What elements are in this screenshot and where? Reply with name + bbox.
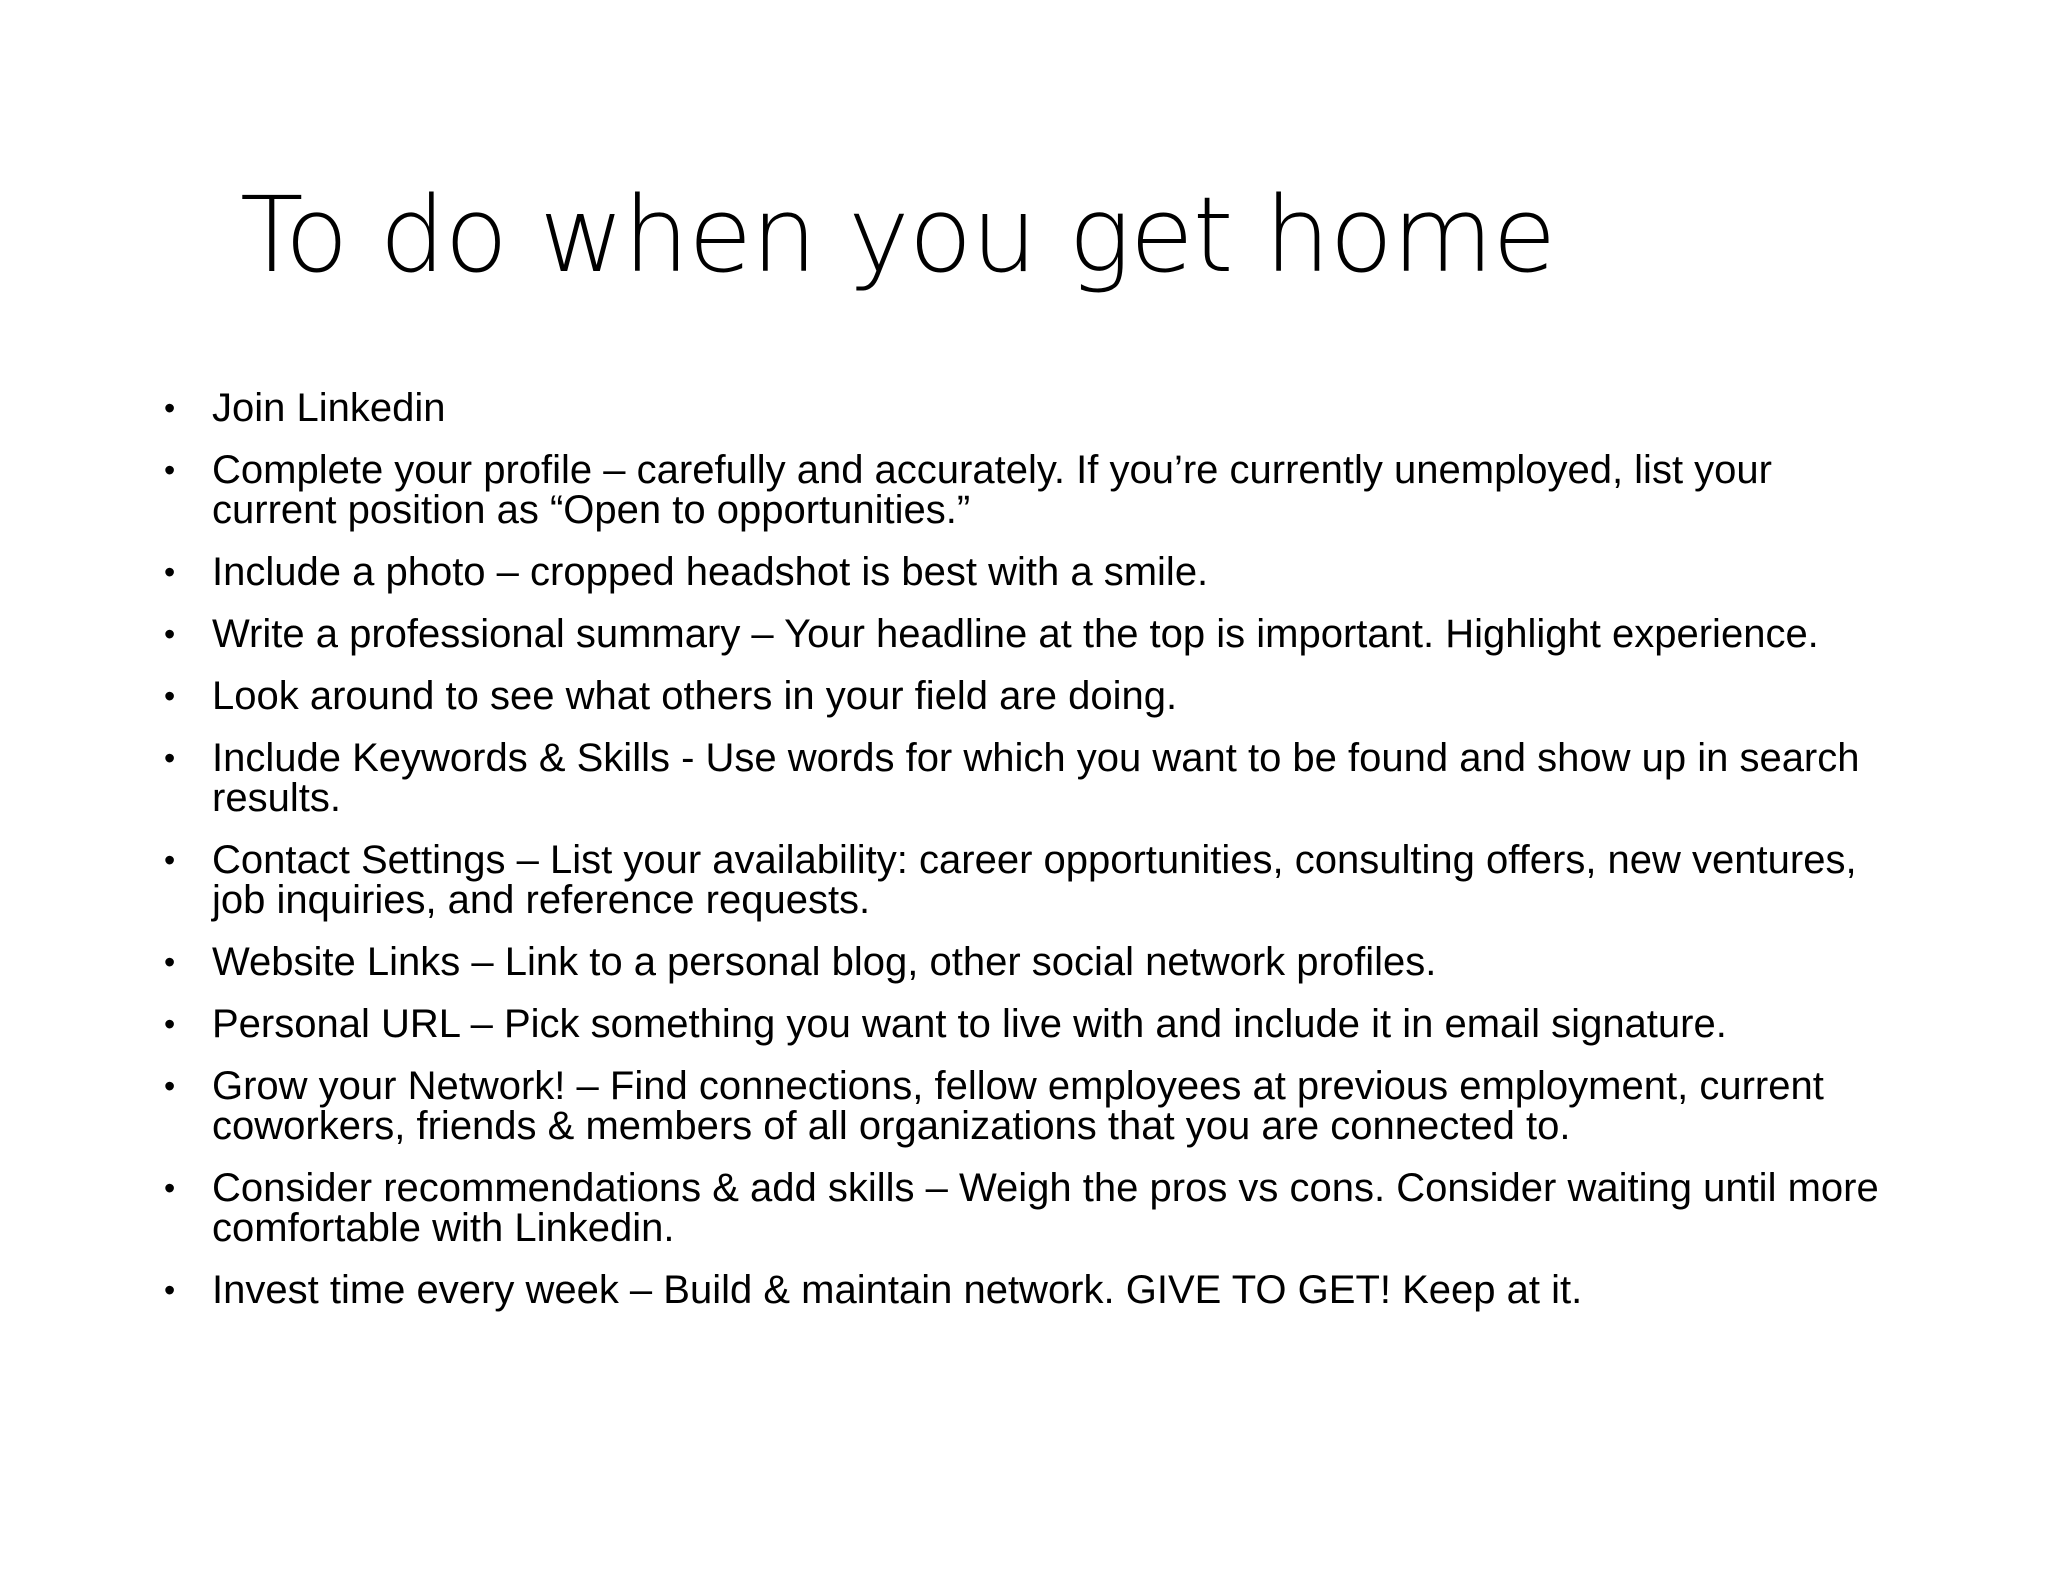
bullet-icon: • (164, 452, 176, 488)
bullet-text: Complete your profile – carefully and accurately. If you’re currently unemployed, list your current position as “Open to opportunities.” (212, 448, 1772, 532)
bullet-text: Invest time every week – Build & maintain network. GIVE TO GET! Keep at it. (212, 1268, 1583, 1312)
bullet-icon: • (164, 1170, 176, 1206)
list-item (160, 840, 1880, 920)
bullet-text: Website Links – Link to a personal blog, other social network profiles. (212, 940, 1437, 984)
bullet-icon: • (164, 842, 176, 878)
list-item (160, 738, 1880, 818)
bullet-text: Join Linkedin (212, 386, 446, 430)
list-item (160, 676, 1880, 716)
bullet-text: Contact Settings – List your availability: career opportunities, consulting offers, new ventures, job inquiries, and reference requests. (212, 838, 1857, 922)
bullet-text: Look around to see what others in your field are doing. (212, 674, 1178, 718)
slide-title: To do when you get home (240, 174, 1556, 296)
bullet-icon: • (164, 554, 176, 590)
list-item (160, 552, 1880, 592)
bullet-icon: • (164, 740, 176, 776)
bullet-icon: • (164, 390, 176, 426)
list-item (160, 1004, 1880, 1044)
bullet-text: Include Keywords & Skills - Use words for which you want to be found and show up in search results. (212, 736, 1860, 820)
bullet-text: Consider recommendations & add skills – Weigh the pros vs cons. Consider waiting until more comfortable with Linkedin. (212, 1166, 1879, 1250)
list-item (160, 1270, 1880, 1310)
bullet-icon: • (164, 678, 176, 714)
list-item (160, 388, 1880, 428)
bullet-text: Grow your Network! – Find connections, fellow employees at previous employment, current coworkers, friends & members of all organizations that you are connected to. (212, 1064, 1824, 1148)
bullet-text: Write a professional summary – Your headline at the top is important. Highlight experience. (212, 612, 1819, 656)
bullet-icon: • (164, 1006, 176, 1042)
bullet-list (160, 388, 1880, 1332)
bullet-icon: • (164, 1272, 176, 1308)
bullet-text: Include a photo – cropped headshot is best with a smile. (212, 550, 1209, 594)
bullet-icon: • (164, 1068, 176, 1104)
list-item (160, 1066, 1880, 1146)
bullet-icon: • (164, 944, 176, 980)
list-item (160, 450, 1880, 530)
bullet-text: Personal URL – Pick something you want to live with and include it in email signature. (212, 1002, 1727, 1046)
bullet-icon: • (164, 616, 176, 652)
list-item (160, 942, 1880, 982)
list-item (160, 614, 1880, 654)
list-item (160, 1168, 1880, 1248)
